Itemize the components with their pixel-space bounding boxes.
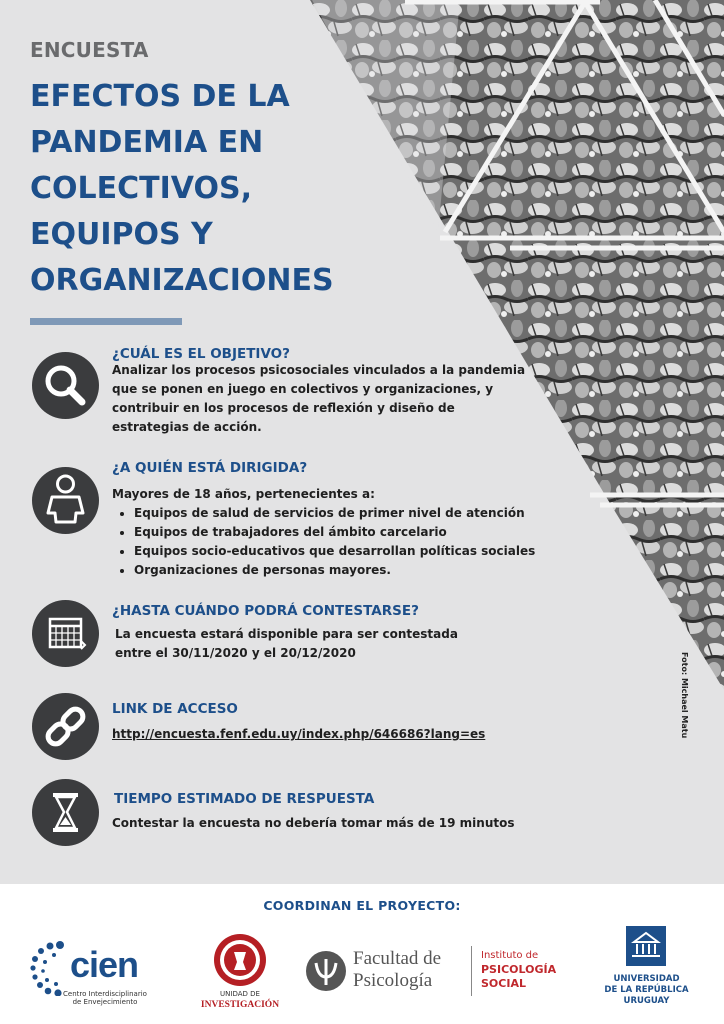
link-icon xyxy=(32,693,99,760)
objective-text: Analizar los procesos psicosociales vinculados a la pandemia que se ponen en juego en colectivos y organizaciones, y contribuir en los procesos de reflexión y diseño de estrategias de acción. xyxy=(112,363,526,434)
psi-icon xyxy=(305,950,347,992)
psicologia-line-1: Facultad de xyxy=(353,948,442,969)
psicologia-wordmark xyxy=(353,948,441,992)
survey-kicker: ENCUESTA xyxy=(30,38,149,62)
hourglass-icon xyxy=(32,779,99,846)
udelar-line-2: DE LA REPÚBLICA xyxy=(604,985,689,995)
instituto-line-3: SOCIAL xyxy=(481,977,526,990)
title-underline xyxy=(30,318,182,325)
cien-subtitle-1: Centro Interdisciplinario xyxy=(63,990,147,998)
cien-wordmark: cien xyxy=(70,944,139,985)
footer xyxy=(0,884,724,1024)
nursing-seal-icon xyxy=(212,932,268,988)
audience-list xyxy=(112,504,542,580)
list-item: • Equipos de salud de servicios de primer nivel de atención xyxy=(134,504,542,523)
calendar-icon xyxy=(32,600,99,667)
instituto-line-1: Instituto de xyxy=(481,950,539,961)
time-text: Contestar la encuesta no debería tomar más de 19 minutos xyxy=(112,816,515,830)
survey-link[interactable]: http://encuesta.fenf.edu.uy/index.php/646686?lang=es xyxy=(112,727,486,741)
list-item: • Equipos socio-educativos que desarrollan políticas sociales xyxy=(134,542,542,561)
link-heading: LINK DE ACCESO xyxy=(112,701,238,717)
cien-subtitle xyxy=(60,990,150,1006)
cien-subtitle-2: de Envejecimiento xyxy=(72,998,138,1006)
psicologia-line-2: Psicología xyxy=(353,970,433,991)
enfermeria-logo xyxy=(195,928,285,1020)
time-heading: TIEMPO ESTIMADO DE RESPUESTA xyxy=(114,791,375,807)
deadline-dates: entre el 30/11/2020 y el 20/12/2020 xyxy=(115,646,356,660)
person-icon xyxy=(32,467,99,534)
list-item: • Equipos de trabajadores del ámbito carcelario xyxy=(134,523,542,542)
deadline-heading: ¿HASTA CUÁNDO PODRÁ CONTESTARSE? xyxy=(112,603,419,619)
cien-logo xyxy=(30,934,155,1014)
audience-block xyxy=(112,485,542,580)
logo-divider xyxy=(471,946,472,996)
instituto-wordmark xyxy=(481,949,556,991)
photo-credit: Foto: Michael Matu xyxy=(680,652,689,739)
instituto-line-2: PSICOLOGÍA xyxy=(481,963,557,976)
enfermeria-sub1: UNIDAD DE xyxy=(220,990,260,998)
udelar-line-3: URUGUAY xyxy=(623,996,670,1006)
audience-intro: Mayores de 18 años, pertenecientes a: xyxy=(112,487,375,501)
deadline-line-1: La encuesta estará disponible para ser contestada xyxy=(115,627,458,641)
university-building-icon xyxy=(626,926,666,966)
udelar-logo xyxy=(594,912,699,1020)
list-item: • Organizaciones de personas mayores. xyxy=(134,561,542,580)
cien-dots-icon xyxy=(30,940,70,996)
psicologia-logo xyxy=(305,946,585,1002)
audience-heading: ¿A QUIÉN ESTÁ DIRIGIDA? xyxy=(112,460,308,476)
objective-heading: ¿CUÁL ES EL OBJETIVO? xyxy=(112,346,290,362)
deadline-text xyxy=(115,625,515,663)
search-icon xyxy=(32,352,99,419)
footer-title: COORDINAN EL PROYECTO: xyxy=(263,898,461,913)
page-title: EFECTOS DE LA PANDEMIA EN COLECTIVOS, EQUIPOS Y ORGANIZACIONES xyxy=(30,79,334,298)
enfermeria-sub2: INVESTIGACIÓN xyxy=(200,1000,280,1010)
udelar-wordmark xyxy=(594,974,699,1007)
udelar-line-1: UNIVERSIDAD xyxy=(613,974,680,984)
